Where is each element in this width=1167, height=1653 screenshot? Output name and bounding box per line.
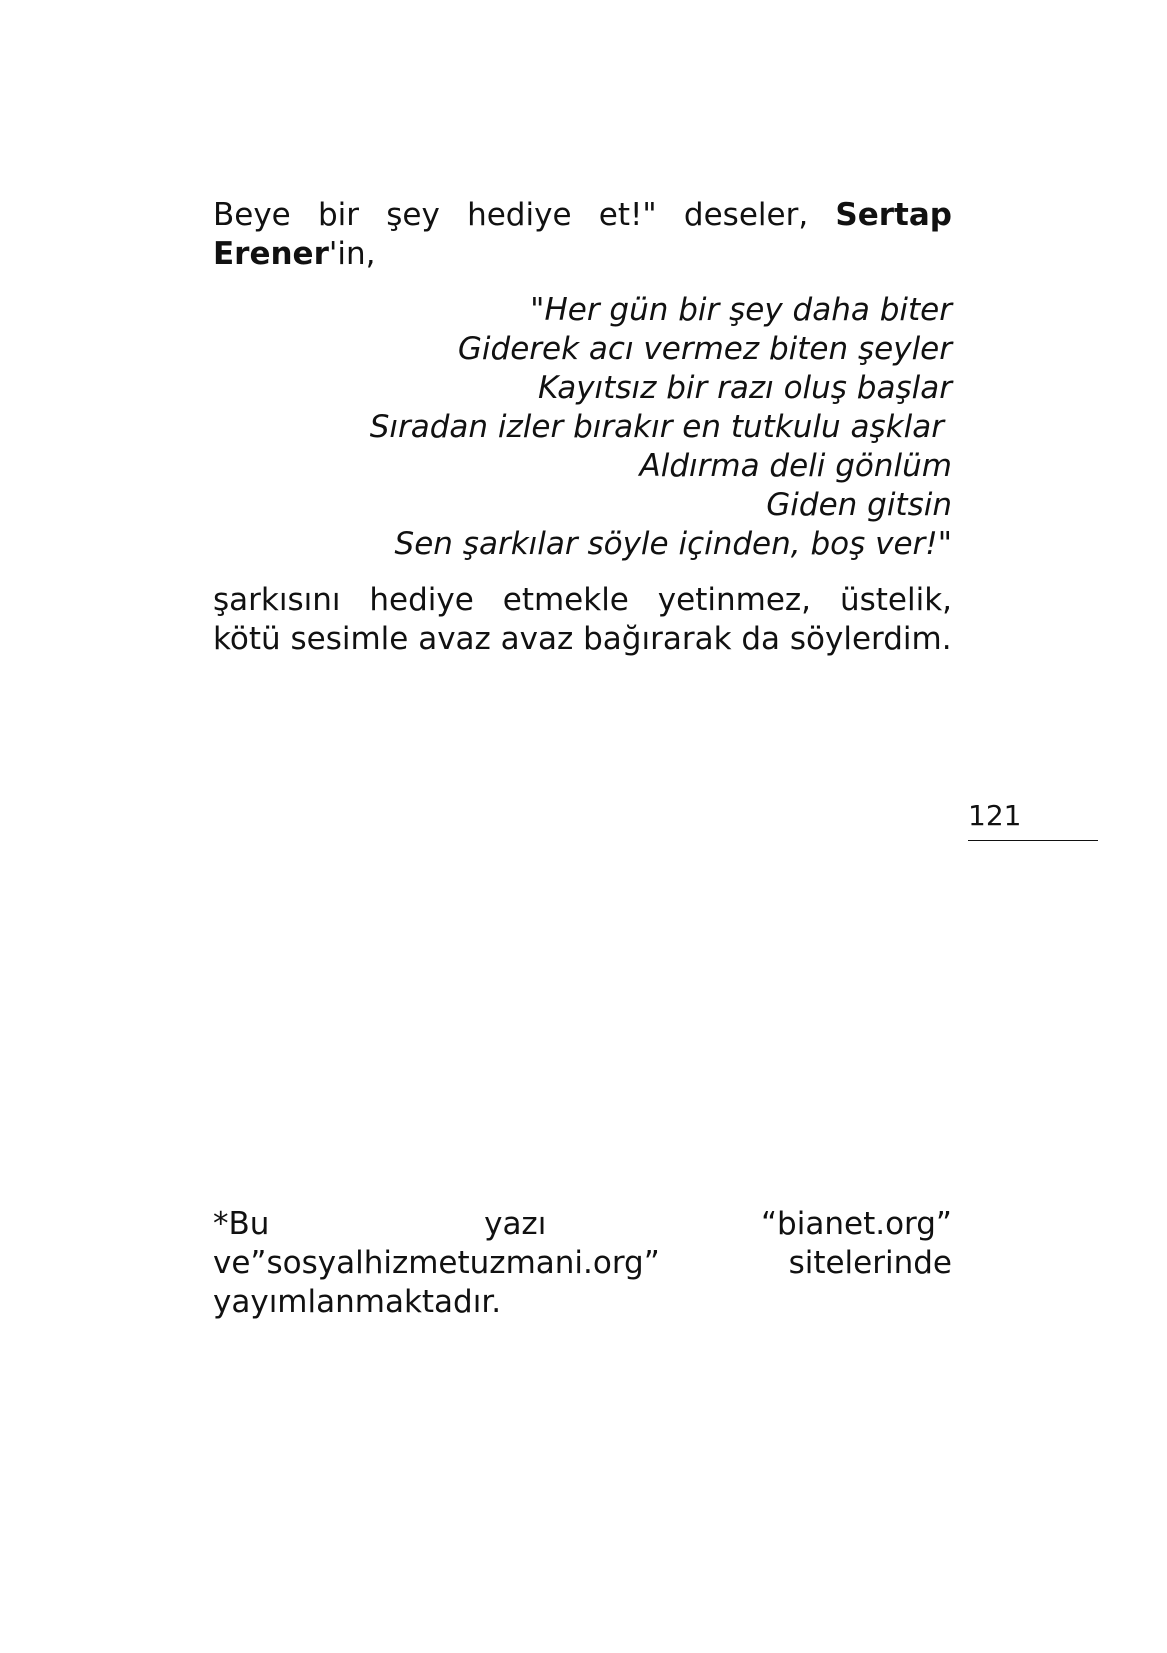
lyric-line: Aldırma deli gönlüm xyxy=(639,448,952,484)
lyric-line: Kayıtsız bir razı oluş başlar xyxy=(537,370,952,406)
close-quote: " xyxy=(937,526,952,562)
song-lyrics xyxy=(213,291,952,564)
open-quote: " xyxy=(530,292,545,328)
footnote-line: ve”sosyalhizmetuzmani.org” sitelerinde xyxy=(213,1245,952,1281)
author-name-first: Sertap xyxy=(835,197,952,233)
lyric-line: Sen şarkılar söyle içinden, boş ver!" xyxy=(394,526,952,562)
intro-text: Beye bir şey hediye et!" deseler, xyxy=(213,197,836,233)
lyric-line: Sıradan izler bırakır en tutkulu aşklar xyxy=(369,409,944,445)
author-name-last: Erener xyxy=(213,236,329,272)
footnote-line: *Bu yazı “bianet.org” xyxy=(213,1206,952,1242)
page-number-rule xyxy=(968,840,1098,841)
intro-suffix: 'in, xyxy=(328,236,376,272)
outro-paragraph: şarkısını hediye etmekle yetinmez, üstelik, kötü sesimle avaz avaz bağırarak da söylerdim. xyxy=(213,582,952,657)
lyric-line: Giden gitsin xyxy=(766,487,952,523)
footnote-line: yayımlanmaktadır. xyxy=(213,1284,502,1320)
lyric-line: "Her gün bir şey daha biter xyxy=(530,292,952,328)
lyric-line: Giderek acı vermez biten şeyler xyxy=(457,331,952,367)
page-number: 121 xyxy=(968,799,1022,832)
footnote xyxy=(213,1205,952,1322)
intro-paragraph xyxy=(213,196,952,274)
